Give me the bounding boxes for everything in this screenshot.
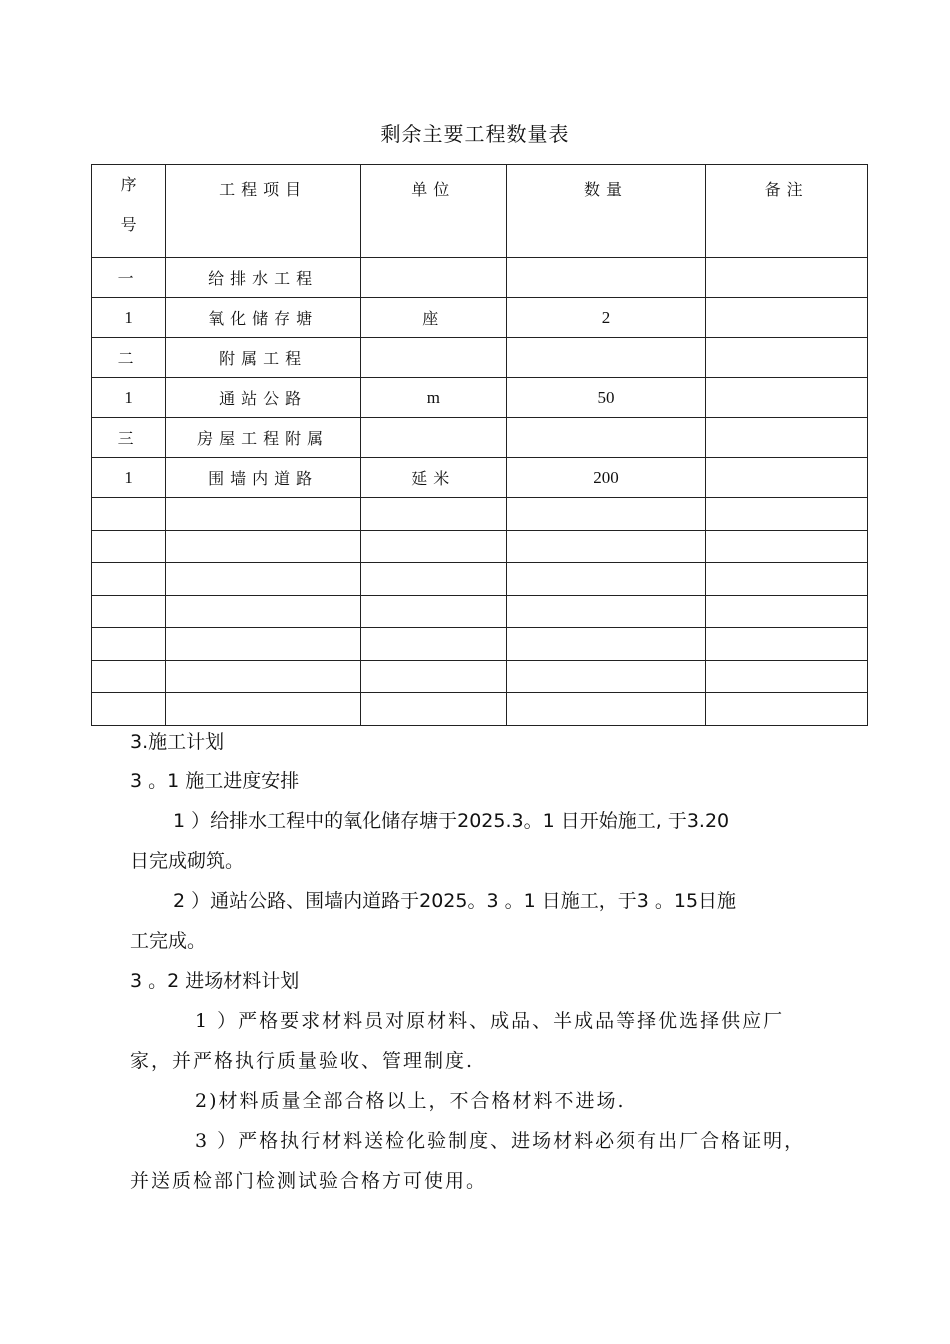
empty-cell: [361, 498, 507, 531]
cell-project: 房屋工程附属: [166, 418, 361, 458]
empty-cell: [166, 530, 361, 563]
cell-remark: [706, 298, 868, 338]
cell-project: 围墙内道路: [166, 458, 361, 498]
table-row: [92, 418, 868, 458]
header-seq-line-1: 序: [120, 175, 137, 194]
paragraph-line: 2)材料质量全部合格以上，不合格材料不进场.: [195, 1090, 626, 1112]
empty-table-row: [92, 628, 868, 661]
empty-cell: [361, 693, 507, 726]
empty-cell: [166, 693, 361, 726]
paragraph-line: 工完成。: [130, 930, 207, 952]
header-seq-line-2: 号: [120, 215, 137, 234]
empty-cell: [166, 498, 361, 531]
cell-quantity: [506, 338, 706, 378]
cell-unit: [361, 338, 507, 378]
cell-quantity: 200: [506, 458, 706, 498]
table-row: [92, 338, 868, 378]
empty-cell: [92, 693, 166, 726]
cell-seq: 1: [92, 298, 166, 338]
paragraph-line: 并送质检部门检测试验合格方可使用。: [130, 1170, 488, 1192]
cell-remark: [706, 338, 868, 378]
empty-cell: [706, 628, 868, 661]
header-unit: 单位: [361, 165, 507, 258]
empty-cell: [166, 660, 361, 693]
empty-cell: [706, 530, 868, 563]
header-seq: [92, 165, 166, 258]
paragraph-line: 2 ）通站公路、围墙内道路于2025。3 。1 日施工，于3 。15日施: [173, 890, 737, 912]
table-row: [92, 378, 868, 418]
cell-remark: [706, 418, 868, 458]
subsection-heading: 3 。1 施工进度安排: [130, 770, 300, 792]
cell-seq: 一: [92, 258, 166, 298]
empty-cell: [506, 628, 706, 661]
empty-cell: [92, 530, 166, 563]
subsection-heading: 3 。2 进场材料计划: [130, 970, 300, 992]
empty-cell: [706, 498, 868, 531]
cell-remark: [706, 458, 868, 498]
cell-quantity: [506, 258, 706, 298]
empty-table-row: [92, 693, 868, 726]
empty-cell: [92, 563, 166, 596]
cell-project: 给排水工程: [166, 258, 361, 298]
cell-seq: 二: [92, 338, 166, 378]
paragraph-line: 日完成砌筑。: [130, 850, 245, 872]
empty-table-row: [92, 563, 868, 596]
cell-project: 通站公路: [166, 378, 361, 418]
empty-table-row: [92, 498, 868, 531]
cell-quantity: 50: [506, 378, 706, 418]
table-row: [92, 258, 868, 298]
table-row: [92, 458, 868, 498]
header-remark: 备注: [706, 165, 868, 258]
cell-project: 附属工程: [166, 338, 361, 378]
cell-unit: [361, 258, 507, 298]
empty-cell: [361, 660, 507, 693]
table-row: [92, 298, 868, 338]
empty-cell: [706, 660, 868, 693]
cell-remark: [706, 378, 868, 418]
table-title: 剩余主要工程数量表: [380, 122, 570, 146]
empty-cell: [92, 628, 166, 661]
empty-cell: [92, 498, 166, 531]
paragraph-line: 1 ）给排水工程中的氧化储存塘于2025.3。1 日开始施工, 于3.20: [173, 810, 730, 832]
empty-cell: [506, 530, 706, 563]
empty-cell: [506, 660, 706, 693]
cell-seq: 1: [92, 378, 166, 418]
cell-unit: 座: [361, 298, 507, 338]
empty-cell: [506, 595, 706, 628]
paragraph-line: 1 ）严格要求材料员对原材料、成品、半成品等择优选择供应厂: [195, 1010, 785, 1032]
empty-cell: [92, 660, 166, 693]
empty-cell: [706, 595, 868, 628]
cell-seq: 三: [92, 418, 166, 458]
paragraph-line: 3 ）严格执行材料送检化验制度、进场材料必须有出厂合格证明，: [195, 1130, 806, 1152]
empty-table-row: [92, 530, 868, 563]
cell-quantity: [506, 418, 706, 458]
cell-project: 氧化储存塘: [166, 298, 361, 338]
empty-table-row: [92, 660, 868, 693]
empty-cell: [361, 530, 507, 563]
empty-cell: [506, 498, 706, 531]
header-project: 工程项目: [166, 165, 361, 258]
paragraph-line: 家，并严格执行质量验收、管理制度.: [130, 1050, 475, 1072]
empty-cell: [361, 628, 507, 661]
table-header-row: [92, 165, 868, 258]
cell-seq: 1: [92, 458, 166, 498]
cell-quantity: 2: [506, 298, 706, 338]
empty-cell: [166, 595, 361, 628]
empty-cell: [506, 563, 706, 596]
empty-cell: [166, 563, 361, 596]
empty-cell: [361, 563, 507, 596]
empty-cell: [361, 595, 507, 628]
empty-cell: [166, 628, 361, 661]
empty-cell: [706, 693, 868, 726]
empty-table-row: [92, 595, 868, 628]
section-heading: 3.施工计划: [130, 731, 225, 753]
cell-unit: m: [361, 378, 507, 418]
empty-cell: [706, 563, 868, 596]
header-quantity: 数量: [506, 165, 706, 258]
cell-unit: [361, 418, 507, 458]
cell-unit: 延米: [361, 458, 507, 498]
empty-cell: [506, 693, 706, 726]
empty-cell: [92, 595, 166, 628]
quantity-table: [91, 164, 868, 726]
cell-remark: [706, 258, 868, 298]
